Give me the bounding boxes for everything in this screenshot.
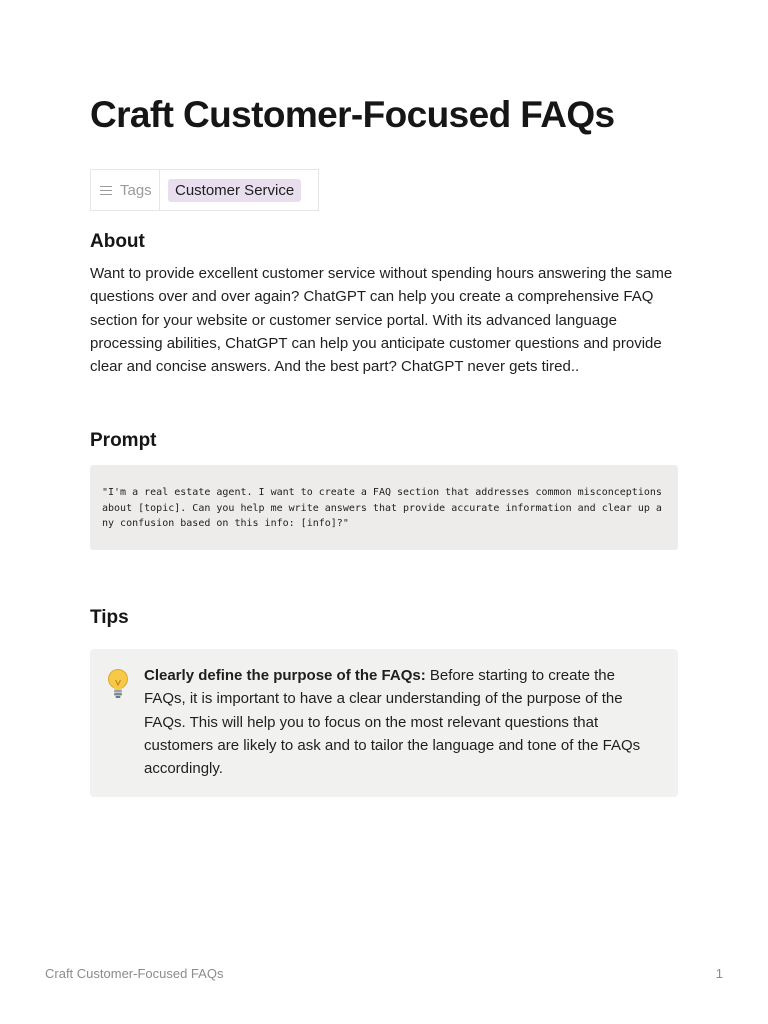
tips-heading: Tips <box>90 607 129 628</box>
prompt-code-block: "I'm a real estate agent. I want to create a FAQ section that addresses common misconceptions about [topic]. Can you help me write answers that provide accurate information and clear up any confusion based on this info: [info]?" <box>90 465 678 550</box>
lightbulb-icon <box>105 668 131 700</box>
tip-bold-lead: Clearly define the purpose of the FAQs: <box>144 667 426 684</box>
about-paragraph: Want to provide excellent customer service without spending hours answering the same questions over and over again? ChatGPT can help you create a comprehensive FAQ section for your website or customer service portal. With its advanced language processing abilities, ChatGPT can help you anticipate customer questions and provide clear and concise answers. And the best part? ChatGPT never gets tired.. <box>90 265 673 376</box>
footer-title: Craft Customer-Focused FAQs <box>45 966 224 981</box>
tag-customer-service[interactable]: Customer Service <box>168 179 301 202</box>
prompt-heading: Prompt <box>90 430 157 451</box>
tags-label: Tags <box>120 181 152 199</box>
tags-property-value <box>160 170 301 210</box>
tip-callout <box>90 649 678 797</box>
properties-table <box>90 169 319 211</box>
list-icon <box>100 186 112 195</box>
page-title: Craft Customer-Focused FAQs <box>90 94 615 135</box>
tags-property-label <box>91 170 160 210</box>
about-heading: About <box>90 231 145 252</box>
tip-text <box>144 664 654 780</box>
tip-body: Before starting to create the FAQs, it is important to have a clear understanding of the purpose of the FAQs. This will help you to focus on the most relevant questions that customers are likely to ask and to tailor the language and tone of the FAQs accordingly. <box>144 667 641 778</box>
page-number: 1 <box>715 966 723 981</box>
